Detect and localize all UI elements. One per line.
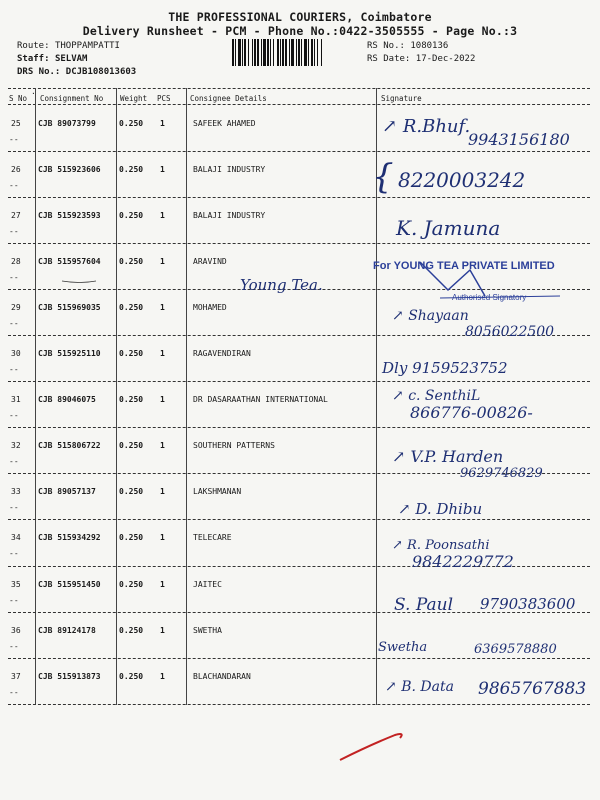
phone-32: 9629746829 xyxy=(460,466,543,481)
barcode-bar xyxy=(257,39,259,66)
row-pcs: 1 xyxy=(160,119,165,128)
barcode-bar xyxy=(267,39,269,66)
row-weight: 0.250 xyxy=(119,625,144,635)
signature-37: ↗ B. Data xyxy=(385,679,454,695)
row-dash-mark: -- xyxy=(9,273,19,283)
row-pcs: 1 xyxy=(160,165,165,175)
barcode-bar xyxy=(242,39,243,66)
row-divider xyxy=(8,704,590,705)
phone-31: 866776-00826- xyxy=(410,403,533,422)
col-header-signature: Signature xyxy=(381,94,422,103)
row-dash-mark: -- xyxy=(9,227,19,237)
document-subtitle: Delivery Runsheet - PCM - Phone No.:0422-3505555 - Page No.:3 xyxy=(82,24,518,38)
barcode-bar xyxy=(314,39,315,66)
row-dash-mark: -- xyxy=(9,135,19,144)
row-divider xyxy=(8,243,590,244)
row-consignee: TELECARE xyxy=(193,533,232,543)
row-dash-mark: -- xyxy=(9,641,19,651)
row-weight: 0.250 xyxy=(119,579,144,589)
barcode-bar xyxy=(235,39,236,66)
phone-35: 9790383600 xyxy=(480,595,576,613)
row-pcs: 1 xyxy=(160,579,165,589)
row-sno: 33 xyxy=(11,487,21,497)
row-sno: 36 xyxy=(11,625,21,635)
row-dash-mark: -- xyxy=(9,411,19,421)
row-sno: 29 xyxy=(11,303,21,313)
scan-mark: . xyxy=(31,87,36,96)
col-header-pcs: PCS xyxy=(157,94,171,103)
barcode-bar xyxy=(296,39,297,66)
signature-27: K. Jamuna xyxy=(396,216,501,240)
row-weight: 0.250 xyxy=(119,119,144,128)
consignee-handwriting-28: Young Tea. xyxy=(240,276,323,294)
phone-25: 9943156180 xyxy=(468,130,570,149)
phone-34: 9842229772 xyxy=(412,552,514,571)
row-pcs: 1 xyxy=(160,441,165,451)
rs-no-value: 1080136 xyxy=(410,41,449,51)
table-top-rule xyxy=(8,88,590,89)
row-weight: 0.250 xyxy=(119,441,144,451)
row-consignee: DR DASARAATHAN INTERNATIONAL xyxy=(193,395,328,405)
col-header-consignee: Consignee Details xyxy=(190,94,267,103)
route-line: Route: THOPPAMPATTI xyxy=(17,41,120,51)
row-weight: 0.250 xyxy=(119,487,144,497)
row-consignment-no: CJB 515934292 xyxy=(38,533,101,543)
row-consignee: BLACHANDARAN xyxy=(193,671,251,681)
row-consignee: MOHAMED xyxy=(193,303,227,313)
row-dash-mark: -- xyxy=(9,319,19,329)
row-consignee: RAGAVENDIRAN xyxy=(193,349,251,359)
route-value: THOPPAMPATTI xyxy=(54,41,120,51)
row-weight: 0.250 xyxy=(119,211,144,221)
barcode-bar xyxy=(289,39,290,66)
row-pcs: 1 xyxy=(160,395,165,405)
row-divider xyxy=(8,519,590,520)
row-consignee: ARAVIND xyxy=(193,257,227,267)
row-weight: 0.250 xyxy=(119,165,144,175)
row-sno: 32 xyxy=(11,441,21,451)
row-consignee: JAITEC xyxy=(193,579,222,589)
row-consignment-no: CJB 515957604 xyxy=(38,257,101,267)
row-consignee: SOUTHERN PATTERNS xyxy=(193,441,275,451)
stamp-role: Authorised Signatory xyxy=(452,293,527,302)
drs-line: DRS No.: DCJB108013603 xyxy=(17,67,137,77)
row-sno: 26 xyxy=(11,165,21,175)
row-pcs: 1 xyxy=(160,349,165,359)
row-consignee: BALAJI INDUSTRY xyxy=(193,211,266,221)
signature-30: Dly 9159523752 xyxy=(382,359,508,377)
signature-36: Swetha xyxy=(378,640,428,655)
row-consignment-no: CJB 515925110 xyxy=(38,349,101,359)
staff-line: Staff: SELVAM xyxy=(17,54,88,64)
barcode-bar xyxy=(261,39,262,66)
signature-32: ↗ V.P. Harden xyxy=(392,447,504,466)
row-divider xyxy=(8,151,590,152)
row-divider xyxy=(8,427,590,428)
row-consignee: SWETHA xyxy=(193,625,222,635)
col-header-consignment: Consignment No xyxy=(40,94,104,103)
col-header-weight: Weight xyxy=(120,94,148,103)
signature-29: ↗ Shayaan xyxy=(392,308,469,324)
row-weight: 0.250 xyxy=(119,671,144,681)
row-sno: 28 xyxy=(11,257,21,267)
runsheet-meta-right xyxy=(367,40,475,66)
row-pcs: 1 xyxy=(160,671,165,681)
barcode-bar xyxy=(291,39,294,66)
row-dash-mark: -- xyxy=(9,365,19,375)
barcode-bar xyxy=(280,39,281,66)
signature-25: ↗ R.Bhuf. xyxy=(382,116,471,137)
rs-no-line: RS No.: 1080136 xyxy=(367,41,449,51)
barcode-bar xyxy=(282,39,284,66)
row-consignment-no: CJB 89073799 xyxy=(38,119,96,128)
barcode-bar xyxy=(308,39,309,66)
row-consignee: SAFEEK AHAMED xyxy=(193,119,256,128)
row-sno: 31 xyxy=(11,395,21,405)
row-weight: 0.250 xyxy=(119,257,144,267)
barcode-bar xyxy=(285,39,287,66)
row-pcs: 1 xyxy=(160,625,165,635)
phone-29: 8056022500 xyxy=(465,324,555,340)
barcode-bar xyxy=(298,39,300,66)
row-weight: 0.250 xyxy=(119,303,144,313)
row-pcs: 1 xyxy=(160,257,165,267)
barcode-image xyxy=(232,39,359,66)
rs-date-line: RS Date: 17-Dec-2022 xyxy=(367,54,476,64)
row-divider xyxy=(8,658,590,659)
row-sno: 37 xyxy=(11,671,21,681)
document-title: THE PROFESSIONAL COURIERS, Coimbatore xyxy=(168,10,432,24)
barcode-bar xyxy=(273,39,274,66)
signature-34: ↗ R. Poonsathi xyxy=(392,538,490,553)
row-dash-mark: -- xyxy=(9,687,19,697)
row-pcs: 1 xyxy=(160,211,165,221)
row-consignment-no: CJB 89046075 xyxy=(38,395,96,405)
barcode-bar xyxy=(254,39,256,66)
signature-35: S. Paul xyxy=(394,595,454,615)
barcode-bar xyxy=(317,39,318,66)
barcode-bar xyxy=(270,39,271,66)
barcode-bar xyxy=(248,39,249,66)
row-pcs: 1 xyxy=(160,487,165,497)
row-consignment-no: CJB 89124178 xyxy=(38,625,96,635)
row-consignee: LAKSHMANAN xyxy=(193,487,242,497)
row-sno: 35 xyxy=(11,579,21,589)
signature-31: ↗ c. SenthiL xyxy=(392,388,481,404)
row-divider xyxy=(8,381,590,382)
company-stamp: For YOUNG TEA PRIVATE LIMITED xyxy=(373,260,555,272)
row-weight: 0.250 xyxy=(119,395,144,405)
barcode-bar xyxy=(244,39,246,66)
row-consignment-no: CJB 89057137 xyxy=(38,487,96,497)
row-dash-mark: -- xyxy=(9,181,19,191)
drs-value: DCJB108013603 xyxy=(65,67,137,77)
row-consignment-no: CJB 515913873 xyxy=(38,671,101,681)
row-dash-mark: -- xyxy=(9,503,19,513)
row-consignee: BALAJI INDUSTRY xyxy=(193,165,266,175)
row-dash-mark: -- xyxy=(9,457,19,467)
row-consignment-no: CJB 515951450 xyxy=(38,579,101,589)
red-pen-stroke xyxy=(340,734,402,760)
row-sno: 34 xyxy=(11,533,21,543)
underline-mark-28 xyxy=(62,281,96,283)
col-header-sno: S No xyxy=(9,94,28,103)
signature-33: ↗ D. Dhibu xyxy=(398,500,483,518)
runsheet-meta-left xyxy=(17,40,136,79)
row-dash-mark: -- xyxy=(9,595,19,605)
barcode-bar xyxy=(321,39,322,66)
row-sno: 25 xyxy=(11,119,21,128)
barcode-bar xyxy=(311,39,313,66)
row-consignment-no: CJB 515923606 xyxy=(38,165,101,175)
rs-date-value: 17-Dec-2022 xyxy=(415,54,476,64)
phone-26: 8220003242 xyxy=(398,168,526,192)
row-sno: 27 xyxy=(11,211,21,221)
barcode-bar xyxy=(232,39,234,66)
row-consignment-no: CJB 515969035 xyxy=(38,303,101,313)
staff-value: SELVAM xyxy=(54,54,88,64)
brace-mark: { xyxy=(372,157,394,197)
barcode-bar xyxy=(304,39,307,66)
row-weight: 0.250 xyxy=(119,349,144,359)
row-pcs: 1 xyxy=(160,533,165,543)
row-weight: 0.250 xyxy=(119,533,144,543)
barcode-bar xyxy=(238,39,241,66)
row-dash-mark: -- xyxy=(9,549,19,559)
row-divider xyxy=(8,197,590,198)
phone-37: 9865767883 xyxy=(478,679,587,699)
barcode-bar xyxy=(301,39,302,66)
row-sno: 30 xyxy=(11,349,21,359)
table-header-rule xyxy=(8,104,590,105)
barcode-bar xyxy=(263,39,266,66)
barcode-bar xyxy=(252,39,253,66)
phone-36: 6369578880 xyxy=(474,642,557,657)
barcode-bar xyxy=(277,39,279,66)
row-consignment-no: CJB 515806722 xyxy=(38,441,101,451)
row-pcs: 1 xyxy=(160,303,165,313)
row-consignment-no: CJB 515923593 xyxy=(38,211,101,221)
